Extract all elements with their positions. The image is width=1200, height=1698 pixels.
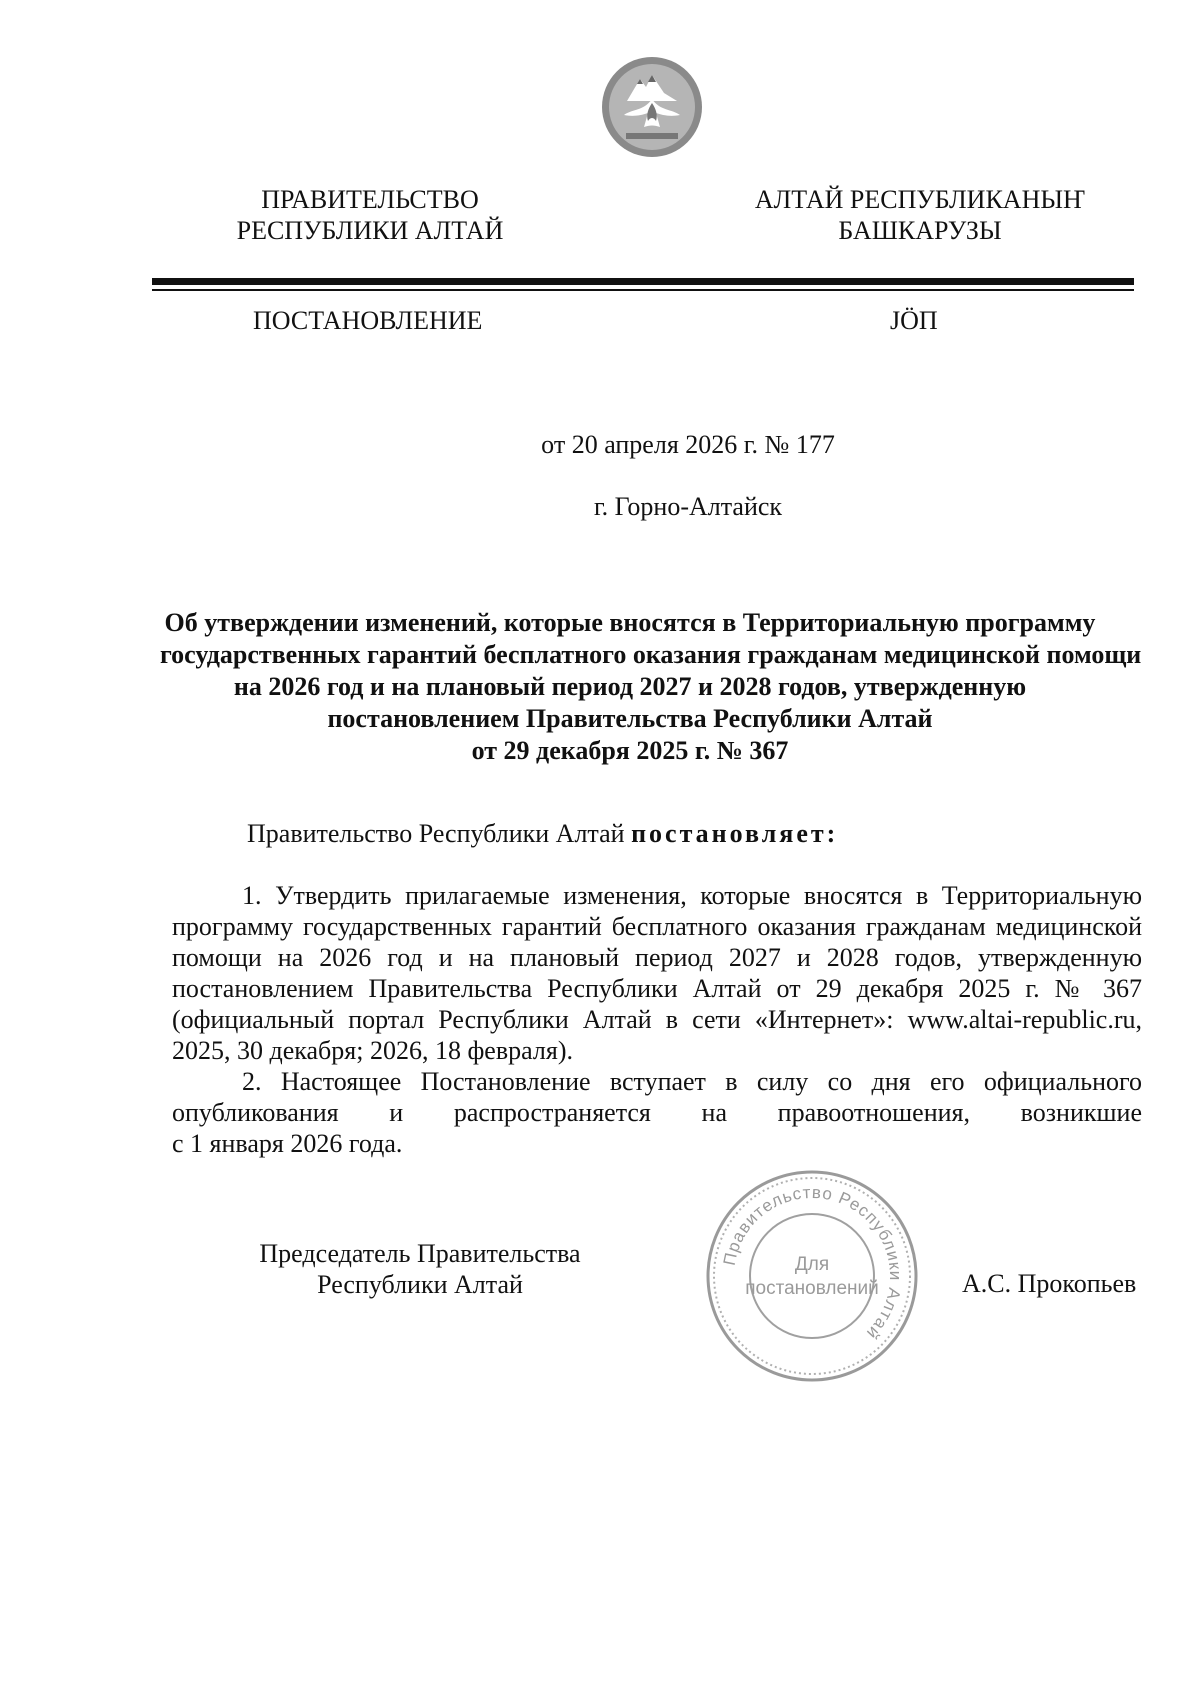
document-title [160, 607, 1142, 767]
paragraph-line: помощи на 2026 год и на плановый период 2027 и 2028 годов, утвержденную [172, 943, 1142, 972]
title-line: Об утверждении изменений, которые вносятся в Территориальную программу [164, 608, 1096, 637]
stamp-ring-text: Правительство Республики Алтай [719, 1182, 906, 1344]
title-line: на 2026 год и на плановый период 2027 и 2028 годов, утвержденную [233, 672, 1027, 701]
signatory-title [240, 1238, 600, 1300]
header-right [740, 184, 1100, 246]
stamp-center-line1: Для [794, 1254, 830, 1275]
seal-icon [702, 1166, 922, 1386]
paragraph-line: постановлением Правительства Республики Алтай от 29 декабря 2025 г. № 367 [172, 974, 1142, 1003]
paragraph-line: 1. Утвердить прилагаемые изменения, которые вносятся в Территориальную [242, 881, 1142, 910]
paragraph-line: опубликования и распространяется на правоотношения, возникшие [172, 1098, 1142, 1127]
header-right-line2: БАШКАРУЗЫ [838, 216, 1002, 245]
paragraph-line: с 1 января 2026 года. [172, 1129, 403, 1158]
signatory-title-line1: Председатель Правительства [259, 1239, 581, 1268]
coat-of-arms-icon [600, 55, 704, 159]
header-left [220, 184, 520, 246]
paragraph-line: 2. Настоящее Постановление вступает в силу со дня его официального [242, 1067, 1142, 1096]
signatory-name: А.С. Прокопьев [962, 1269, 1137, 1298]
title-line: государственных гарантий бесплатного оказания гражданам медицинской помощи [160, 640, 1142, 669]
doctype-altai: JӦП [890, 306, 938, 335]
paragraph-line: 2025, 30 декабря; 2026, 18 февраля). [172, 1036, 573, 1065]
header-left-line2: РЕСПУБЛИКИ АЛТАЙ [236, 216, 504, 245]
header-divider-thick [152, 278, 1134, 285]
intro-resolves: постановляет: [631, 819, 839, 848]
title-line: от 29 декабря 2025 г. № 367 [471, 736, 789, 765]
date-number: от 20 апреля 2026 г. № 177 [541, 430, 835, 459]
header-divider-thin [152, 289, 1134, 291]
header-right-line1: АЛТАЙ РЕСПУБЛИКАНЫҤ [754, 185, 1086, 214]
doctype-russian: ПОСТАНОВЛЕНИЕ [253, 306, 483, 335]
stamp-center-line2: постановлений [745, 1278, 879, 1299]
paragraph-2 [172, 1066, 1142, 1159]
paragraph-1 [172, 880, 1142, 1066]
resolution-intro [247, 818, 838, 850]
title-line: постановлением Правительства Республики Алтай [327, 704, 933, 733]
paragraph-line: (официальный портал Республики Алтай в сети «Интернет»: www.altai-republic.ru, [172, 1005, 1142, 1034]
paragraph-line: программу государственных гарантий бесплатного оказания гражданам медицинской [172, 912, 1142, 941]
intro-text: Правительство Республики Алтай [247, 819, 625, 848]
signatory-title-line2: Республики Алтай [317, 1270, 523, 1299]
header-left-line1: ПРАВИТЕЛЬСТВО [261, 185, 479, 214]
city: г. Горно-Алтайск [593, 492, 783, 521]
